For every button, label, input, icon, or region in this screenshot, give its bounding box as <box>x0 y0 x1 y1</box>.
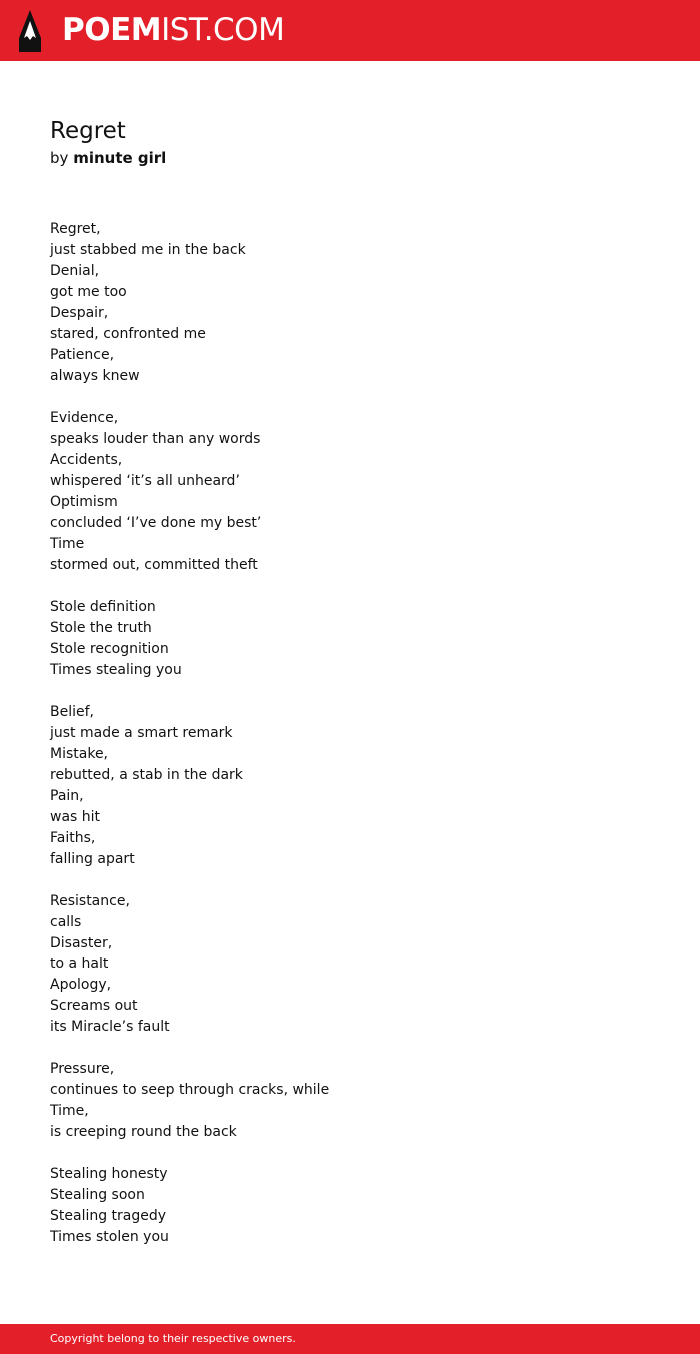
poem-line: continues to seep through cracks, while <box>50 1082 330 1098</box>
site-header <box>0 0 700 61</box>
poem-line: whispered ‘it’s all unheard’ <box>50 473 240 489</box>
poem-line: Regret, <box>50 221 101 237</box>
stanza <box>50 1164 650 1248</box>
byline <box>50 148 650 168</box>
poem-line: Accidents, <box>50 452 123 468</box>
poem-line: Stole the truth <box>50 620 152 636</box>
stanza <box>50 702 650 870</box>
stanza <box>50 597 650 681</box>
poem-line: speaks louder than any words <box>50 431 261 447</box>
copyright-text: Copyright belong to their respective owners. <box>50 1332 296 1345</box>
poem-line: stared, confronted me <box>50 326 206 342</box>
poem-line: just stabbed me in the back <box>50 242 246 258</box>
poem-line: to a halt <box>50 956 109 972</box>
poem-line: Denial, <box>50 263 100 279</box>
poem-line: Screams out <box>50 998 138 1014</box>
poem-line: Times stealing you <box>50 662 182 678</box>
poem-line: got me too <box>50 284 127 300</box>
poem-line: Stealing tragedy <box>50 1208 167 1224</box>
poem-line: Apology, <box>50 977 112 993</box>
poem-line: Time <box>50 536 85 552</box>
poem-line: Pressure, <box>50 1061 115 1077</box>
poem-line: was hit <box>50 809 101 825</box>
poem-line: rebutted, a stab in the dark <box>50 767 243 783</box>
stanza <box>50 1059 650 1143</box>
poem-line: falling apart <box>50 851 135 867</box>
poem-line: Stole recognition <box>50 641 169 657</box>
poem-line: always knew <box>50 368 140 384</box>
site-footer <box>0 1324 700 1354</box>
by-label: by <box>50 149 69 167</box>
logo-bold-text: POEM <box>62 12 162 48</box>
poem-line: just made a smart remark <box>50 725 233 741</box>
poem-line: its Miracle’s fault <box>50 1019 170 1035</box>
poem-line: Pain, <box>50 788 84 804</box>
author-name: minute girl <box>73 149 167 167</box>
poem-line: calls <box>50 914 82 930</box>
site-logo[interactable] <box>62 12 284 48</box>
poem-line: Time, <box>50 1103 89 1119</box>
poem-line: Despair, <box>50 305 109 321</box>
poem-line: Evidence, <box>50 410 119 426</box>
poem-title: Regret <box>50 118 126 144</box>
poem-line: Mistake, <box>50 746 109 762</box>
poem-line: Disaster, <box>50 935 113 951</box>
poem-line: Optimism <box>50 494 118 510</box>
logo-light-text: IST.COM <box>161 12 285 48</box>
poem-body <box>50 219 650 1269</box>
poem-line: stormed out, committed theft <box>50 557 258 573</box>
poem-heading <box>50 116 650 168</box>
poem-line: Stealing soon <box>50 1187 145 1203</box>
poem-line: Times stolen you <box>50 1229 169 1245</box>
poem-line: Patience, <box>50 347 115 363</box>
poem-line: Faiths, <box>50 830 96 846</box>
stanza <box>50 219 650 387</box>
poem-line: is creeping round the back <box>50 1124 237 1140</box>
poem-line: Belief, <box>50 704 94 720</box>
poem-line: concluded ‘I’ve done my best’ <box>50 515 262 531</box>
pencil-tip-icon[interactable] <box>17 10 43 52</box>
poem-line: Resistance, <box>50 893 130 909</box>
poem-line: Stole definition <box>50 599 156 615</box>
stanza <box>50 408 650 576</box>
stanza <box>50 891 650 1038</box>
poem-line: Stealing honesty <box>50 1166 168 1182</box>
